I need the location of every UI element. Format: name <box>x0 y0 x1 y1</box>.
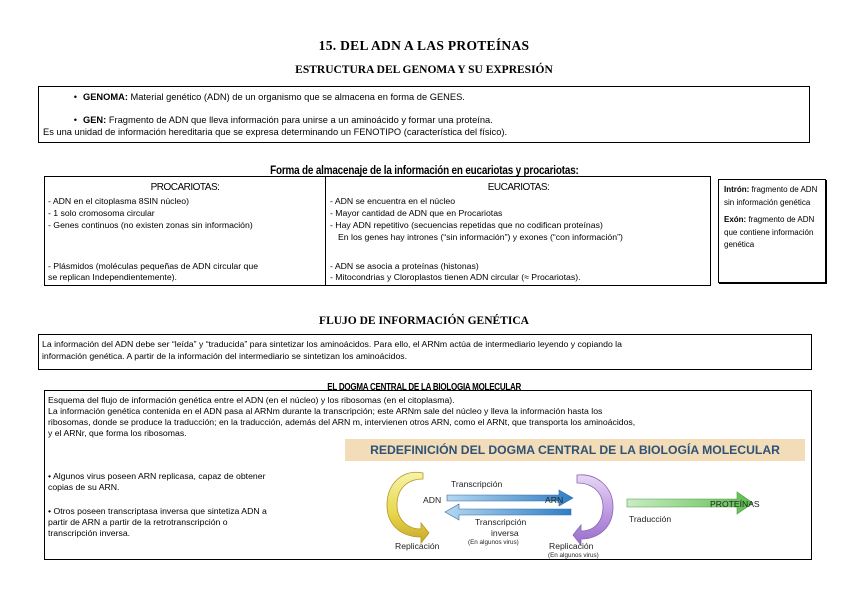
replication-left-label: Replicación <box>395 541 440 551</box>
gen-definition <box>59 115 493 126</box>
dogma-line: Esquema del flujo de información genética entre el ADN (en el núcleo) y los ribosomas (en el citoplasma). <box>48 395 455 405</box>
genoma-text: Material genético (ADN) de un organismo que se almacena en forma de GENES. <box>127 92 465 102</box>
exon-term: Exón: <box>724 215 747 224</box>
prokaryote-line: - Plásmidos (moléculas pequeñas de ADN circular que <box>48 261 259 271</box>
dogma-box <box>44 390 812 560</box>
comparison-table <box>44 176 711 286</box>
eukaryote-line: En los genes hay intrones (“sin información”) y exones (“con información”) <box>338 232 623 242</box>
adn-label: ADN <box>423 495 442 505</box>
definitions-box <box>38 86 810 143</box>
gen-text: Fragmento de ADN que lleva información para unirse a un aminoácido y formar una proteína. <box>106 115 493 125</box>
eukaryote-line: - ADN se encuentra en el núcleo <box>330 196 456 206</box>
eukaryote-line: - Hay ADN repetitivo (secuencias repetidas que no codifican proteínas) <box>330 220 603 230</box>
transcription-label: Transcripción <box>451 479 503 489</box>
flow-intro-line2: información genética. A partir de la información del intermediario se sintetizan los aminoácidos. <box>42 351 408 361</box>
prokaryote-line: - ADN en el citoplasma 8SIN núcleo) <box>48 196 189 206</box>
proteins-label: PROTEÍNAS <box>710 499 760 509</box>
exon-definition <box>724 214 820 252</box>
dogma-line: La información genética contenida en el ADN pasa al ARNm durante la transcripción; este ARNm sale del núcleo y lleva la información hasta los <box>48 406 603 416</box>
eukaryote-line: - Mayor cantidad de ADN que en Procariotas <box>330 208 503 218</box>
intron-term: Intrón: <box>724 185 750 194</box>
gen-definition-line2: Es una unidad de información hereditaria que se expresa determinando un FENOTIPO (característica del físico). <box>43 127 508 137</box>
eukaryotes-heading: EUCARIOTAS: <box>487 182 550 193</box>
virus-note-line: transcripción inversa. <box>48 528 131 538</box>
adn-replication-arrow <box>387 472 429 543</box>
intron-exon-note <box>718 179 826 283</box>
bullet-icon: • <box>73 92 77 102</box>
exon-text: fragmento de ADN que contiene información genética <box>724 215 815 249</box>
virus-note-line: • Algunos virus poseen ARN replicasa, capaz de obtener <box>48 471 266 481</box>
some-viruses-label: (En algunos virus) <box>468 539 519 546</box>
reverse-transcription-label-2: inversa <box>491 528 519 538</box>
virus-note-line: copias de su ARN. <box>48 482 120 492</box>
dogma-heading: EL DOGMA CENTRAL DE LA BIOLOGIA MOLECULAR <box>327 382 521 393</box>
section-subtitle-genome: ESTRUCTURA DEL GENOMA Y SU EXPRESIÓN <box>295 64 553 76</box>
genoma-definition <box>59 92 465 103</box>
prokaryote-line: - Genes continuos (no existen zonas sin información) <box>48 220 253 230</box>
translation-label: Traducción <box>629 514 672 524</box>
arn-replication-arrow <box>573 475 613 545</box>
prokaryote-line: - 1 solo cromosoma circular <box>48 208 155 218</box>
section-subtitle-flow: FLUJO DE INFORMACIÓN GENÉTICA <box>319 315 529 327</box>
flow-intro-box <box>38 334 812 370</box>
table-divider <box>325 177 326 285</box>
eukaryote-line: - Mitocondrias y Cloroplastos tienen ADN circular (≈ Procariotas). <box>330 272 581 282</box>
page-title: 15. DEL ADN A LAS PROTEÍNAS <box>318 38 530 53</box>
some-viruses-label-2: (En algunos virus) <box>548 552 599 559</box>
eukaryote-line: - ADN se asocia a proteínas (histonas) <box>330 261 479 271</box>
flow-intro-line1: La información del ADN debe ser “leída” y “traducida” para sintetizar los aminoácidos. Para ello, el ARNm actúa de intermediario leyendo y copiando la <box>42 339 622 349</box>
diagram-banner: REDEFINICIÓN DEL DOGMA CENTRAL DE LA BIOLOGÍA MOLECULAR <box>345 439 805 461</box>
intron-definition <box>724 184 820 209</box>
intron-text: fragmento de ADN sin información genética <box>724 185 818 207</box>
gen-term: GEN: <box>83 115 107 125</box>
prokaryotes-heading: PROCARIOTAS: <box>150 182 220 193</box>
virus-note-line: • Otros poseen transcriptasa inversa que sintetiza ADN a <box>48 506 267 516</box>
virus-note-line: partir de ARN a partir de la retrotranscripción o <box>48 517 228 527</box>
dogma-line: ribosomas, donde se produce la traducción; en la traducción, además del ARN m, intervienen otros ARN, como el ARNt, que transporta los aminoácidos, <box>48 417 636 427</box>
reverse-transcription-label-1: Transcripción <box>475 517 527 527</box>
genoma-term: GENOMA: <box>83 92 128 102</box>
bullet-icon: • <box>73 115 77 125</box>
dogma-line: y el ARNr, que forma los ribosomas. <box>48 428 187 438</box>
prokaryote-line: se replican Independientemente). <box>48 272 177 282</box>
arn-label: ARN <box>545 495 564 505</box>
replication-right-label: Replicación <box>549 541 594 551</box>
storage-heading: Forma de almacenaje de la información en eucariotas y procariotas: <box>269 165 579 177</box>
